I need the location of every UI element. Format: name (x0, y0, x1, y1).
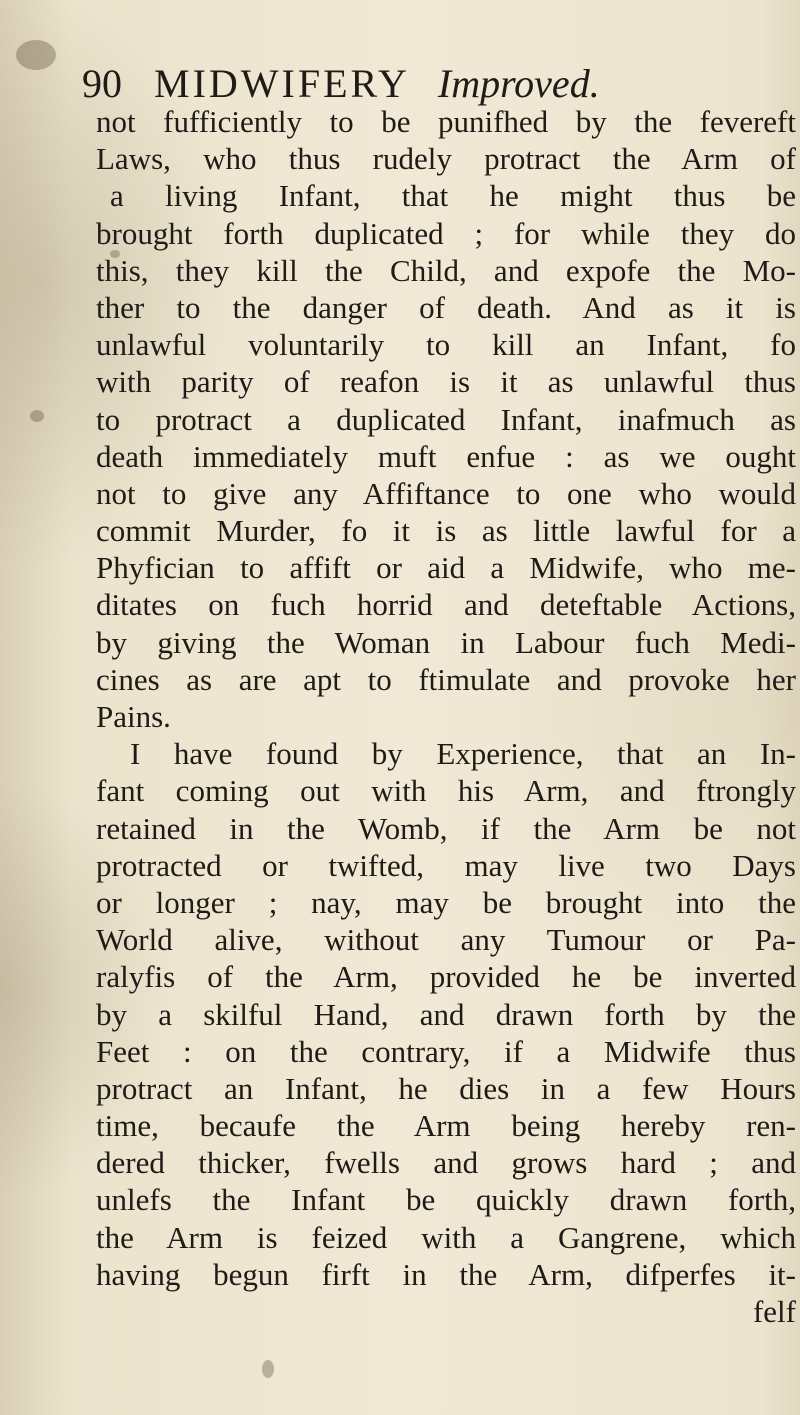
text-line: death immediately muft enfue : as we ought (96, 438, 796, 474)
text-line: Laws, who thus rudely protract the Arm of (96, 141, 796, 177)
text-line: protract an Infant, he dies in a few Hours (96, 1070, 796, 1106)
text-line: a living Infant, that he might thus be (110, 178, 796, 214)
text-line: by a skilful Hand, and drawn forth by the (96, 996, 796, 1032)
text-line: ditates on fuch horrid and deteftable Actions, (96, 587, 796, 623)
text-line: commit Murder, fo it is as little lawful for a (96, 513, 796, 549)
running-subtitle: Improved. (437, 61, 600, 106)
text-line: protracted or twifted, may live two Days (96, 847, 796, 883)
text-line: unlawful voluntarily to kill an Infant, fo (96, 327, 796, 363)
text-line: having begun firft in the Arm, difperfes it- (96, 1256, 796, 1292)
text-line: or longer ; nay, may be brought into the (96, 884, 796, 920)
text-line: retained in the Womb, if the Arm be not (96, 810, 796, 846)
text-line: unlefs the Infant be quickly drawn forth, (96, 1182, 796, 1218)
text-line: by giving the Woman in Labour fuch Medi- (96, 624, 796, 660)
text-line: cines as are apt to ftimulate and provoke her (96, 661, 796, 697)
ink-blot (16, 40, 56, 70)
text-line: Phyfician to affift or aid a Midwife, who me- (96, 550, 796, 586)
ink-blot (262, 1360, 274, 1378)
text-line: Feet : on the contrary, if a Midwife thus (96, 1033, 796, 1069)
text-line: not to give any Affiftance to one who would (96, 475, 796, 511)
text-line: to protract a duplicated Infant, inafmuch as (96, 401, 796, 437)
text-line: time, becaufe the Arm being hereby ren- (96, 1108, 796, 1144)
text-line: dered thicker, fwells and grows hard ; and (96, 1145, 796, 1181)
text-line: this, they kill the Child, and expofe the Mo- (96, 252, 796, 288)
text-line: with parity of reafon is it as unlawful thus (96, 364, 796, 400)
body-text (96, 103, 796, 1330)
text-line: ther to the danger of death. And as it is (96, 289, 796, 325)
text-line: not fufficiently to be punifhed by the fevereft (96, 104, 796, 139)
text-line: Pains. (96, 699, 171, 734)
page-number: 90 (82, 61, 122, 106)
text-line: ralyfis of the Arm, provided he be inverted (96, 959, 796, 995)
text-line: brought forth duplicated ; for while they do (96, 215, 796, 251)
text-line: the Arm is feized with a Gangrene, which (96, 1219, 796, 1255)
running-title: MIDWIFERY (154, 61, 410, 106)
paragraph-start-line: I have found by Experience, that an In- (130, 736, 796, 772)
catchword: felf (752, 1294, 796, 1329)
text-line: fant coming out with his Arm, and ftrongly (96, 773, 796, 809)
ink-blot (30, 410, 44, 422)
text-line: World alive, without any Tumour or Pa- (96, 922, 796, 958)
